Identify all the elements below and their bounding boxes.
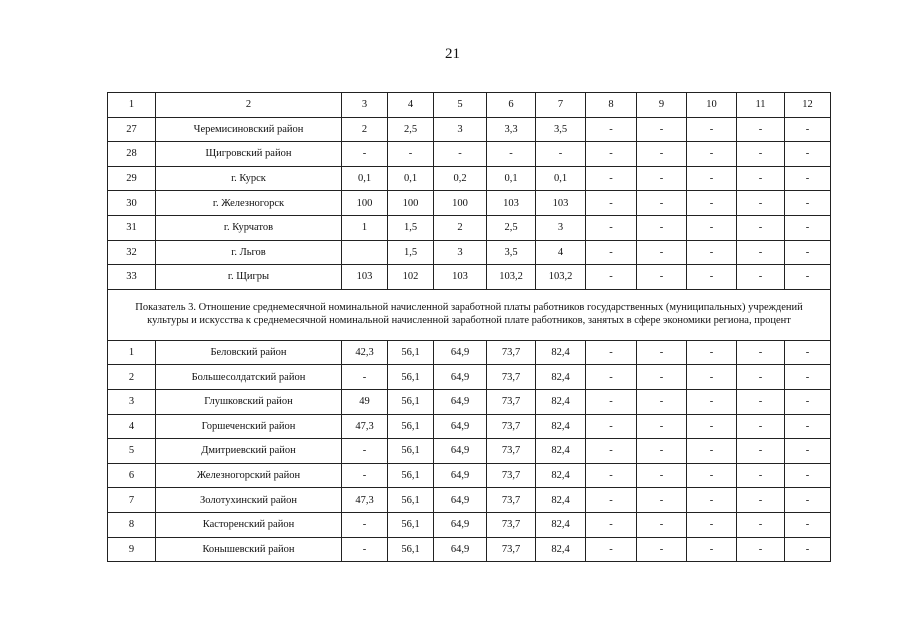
table-row: [108, 463, 831, 488]
value-cell: 10: [687, 93, 737, 118]
value-cell: 56,1: [388, 439, 434, 464]
value-cell: 2: [434, 215, 487, 240]
value-cell: -: [737, 166, 785, 191]
value-cell: 4: [388, 93, 434, 118]
value-cell: -: [785, 463, 831, 488]
value-cell: 82,4: [536, 340, 586, 365]
value-cell: -: [687, 414, 737, 439]
value-cell: -: [342, 365, 388, 390]
value-cell: -: [586, 265, 637, 290]
value-cell: -: [586, 389, 637, 414]
value-cell: 1,5: [388, 215, 434, 240]
value-cell: 3: [434, 240, 487, 265]
value-cell: -: [687, 166, 737, 191]
value-cell: 3: [536, 215, 586, 240]
value-cell: 9: [637, 93, 687, 118]
value-cell: -: [785, 389, 831, 414]
value-cell: 2: [342, 117, 388, 142]
value-cell: 3: [434, 117, 487, 142]
value-cell: -: [785, 191, 831, 216]
value-cell: 103: [536, 191, 586, 216]
value-cell: 82,4: [536, 512, 586, 537]
value-cell: -: [737, 191, 785, 216]
value-cell: 103: [434, 265, 487, 290]
territory-name-cell: 2: [156, 93, 342, 118]
territory-name-cell: Глушковский район: [156, 389, 342, 414]
row-number-cell: 6: [108, 463, 156, 488]
value-cell: 56,1: [388, 389, 434, 414]
value-cell: -: [637, 414, 687, 439]
value-cell: 11: [737, 93, 785, 118]
value-cell: 82,4: [536, 414, 586, 439]
value-cell: -: [737, 537, 785, 562]
value-cell: 8: [586, 93, 637, 118]
value-cell: -: [785, 117, 831, 142]
value-cell: 64,9: [434, 537, 487, 562]
value-cell: 64,9: [434, 512, 487, 537]
territory-name-cell: г. Курск: [156, 166, 342, 191]
value-cell: 3,5: [536, 117, 586, 142]
value-cell: -: [737, 389, 785, 414]
row-number-cell: 31: [108, 215, 156, 240]
value-cell: 100: [434, 191, 487, 216]
value-cell: -: [785, 512, 831, 537]
value-cell: 64,9: [434, 414, 487, 439]
row-number-cell: 29: [108, 166, 156, 191]
row-number-cell: 1: [108, 93, 156, 118]
value-cell: -: [737, 414, 785, 439]
value-cell: 103: [487, 191, 536, 216]
value-cell: -: [785, 414, 831, 439]
value-cell: 64,9: [434, 365, 487, 390]
value-cell: -: [785, 439, 831, 464]
value-cell: -: [388, 142, 434, 167]
value-cell: 12: [785, 93, 831, 118]
value-cell: -: [342, 537, 388, 562]
value-cell: -: [687, 142, 737, 167]
value-cell: 103,2: [536, 265, 586, 290]
value-cell: 7: [536, 93, 586, 118]
value-cell: -: [586, 414, 637, 439]
value-cell: 82,4: [536, 389, 586, 414]
value-cell: -: [687, 340, 737, 365]
value-cell: -: [586, 166, 637, 191]
table-row: [108, 215, 831, 240]
value-cell: -: [687, 488, 737, 513]
territory-name-cell: Дмитриевский район: [156, 439, 342, 464]
value-cell: 82,4: [536, 537, 586, 562]
value-cell: 5: [434, 93, 487, 118]
value-cell: -: [586, 117, 637, 142]
value-cell: 0,1: [388, 166, 434, 191]
table-body: [108, 93, 831, 562]
value-cell: -: [637, 389, 687, 414]
value-cell: -: [737, 215, 785, 240]
section-row: [108, 289, 831, 340]
value-cell: 2,5: [487, 215, 536, 240]
value-cell: 82,4: [536, 463, 586, 488]
value-cell: -: [637, 537, 687, 562]
territory-name-cell: Большесолдатский район: [156, 365, 342, 390]
territory-name-cell: Касторенский район: [156, 512, 342, 537]
value-cell: 73,7: [487, 340, 536, 365]
value-cell: -: [687, 265, 737, 290]
value-cell: -: [737, 265, 785, 290]
value-cell: 64,9: [434, 488, 487, 513]
value-cell: -: [586, 142, 637, 167]
value-cell: -: [342, 439, 388, 464]
value-cell: -: [434, 142, 487, 167]
territory-name-cell: г. Курчатов: [156, 215, 342, 240]
page-number: 21: [445, 46, 460, 62]
value-cell: 64,9: [434, 439, 487, 464]
territory-name-cell: Черемисиновский район: [156, 117, 342, 142]
value-cell: 56,1: [388, 414, 434, 439]
value-cell: 0,2: [434, 166, 487, 191]
value-cell: 3,3: [487, 117, 536, 142]
value-cell: 56,1: [388, 488, 434, 513]
row-number-cell: 5: [108, 439, 156, 464]
value-cell: -: [637, 215, 687, 240]
territory-name-cell: Горшеченский район: [156, 414, 342, 439]
value-cell: -: [586, 439, 637, 464]
value-cell: -: [785, 488, 831, 513]
value-cell: -: [586, 240, 637, 265]
value-cell: -: [737, 512, 785, 537]
row-number-cell: 3: [108, 389, 156, 414]
value-cell: -: [586, 463, 637, 488]
value-cell: 103: [342, 265, 388, 290]
value-cell: -: [785, 166, 831, 191]
table-row: [108, 166, 831, 191]
value-cell: -: [342, 512, 388, 537]
value-cell: -: [687, 537, 737, 562]
territory-name-cell: Щигровский район: [156, 142, 342, 167]
value-cell: -: [637, 340, 687, 365]
value-cell: 100: [342, 191, 388, 216]
value-cell: 47,3: [342, 414, 388, 439]
value-cell: 82,4: [536, 365, 586, 390]
value-cell: -: [637, 191, 687, 216]
value-cell: -: [487, 142, 536, 167]
value-cell: 73,7: [487, 463, 536, 488]
value-cell: 64,9: [434, 389, 487, 414]
value-cell: 73,7: [487, 512, 536, 537]
value-cell: -: [737, 365, 785, 390]
value-cell: 73,7: [487, 389, 536, 414]
territory-name-cell: Конышевский район: [156, 537, 342, 562]
value-cell: -: [785, 537, 831, 562]
value-cell: -: [785, 215, 831, 240]
row-number-cell: 9: [108, 537, 156, 562]
value-cell: 4: [536, 240, 586, 265]
value-cell: 0,1: [536, 166, 586, 191]
row-number-cell: 2: [108, 365, 156, 390]
value-cell: 47,3: [342, 488, 388, 513]
table-row: [108, 389, 831, 414]
value-cell: 64,9: [434, 463, 487, 488]
value-cell: -: [637, 463, 687, 488]
table-row: [108, 365, 831, 390]
value-cell: -: [785, 340, 831, 365]
value-cell: -: [687, 215, 737, 240]
value-cell: 56,1: [388, 512, 434, 537]
value-cell: -: [785, 365, 831, 390]
table-row: [108, 240, 831, 265]
value-cell: -: [737, 463, 785, 488]
value-cell: -: [687, 463, 737, 488]
value-cell: -: [342, 142, 388, 167]
table-row: [108, 191, 831, 216]
value-cell: -: [586, 365, 637, 390]
value-cell: 82,4: [536, 439, 586, 464]
value-cell: 82,4: [536, 488, 586, 513]
value-cell: 103,2: [487, 265, 536, 290]
territory-name-cell: г. Железногорск: [156, 191, 342, 216]
value-cell: -: [637, 488, 687, 513]
value-cell: 100: [388, 191, 434, 216]
table-row: [108, 265, 831, 290]
territory-name-cell: Железногорский район: [156, 463, 342, 488]
value-cell: 56,1: [388, 463, 434, 488]
value-cell: -: [687, 512, 737, 537]
value-cell: -: [737, 439, 785, 464]
value-cell: -: [737, 240, 785, 265]
value-cell: 1,5: [388, 240, 434, 265]
territory-name-cell: г. Щигры: [156, 265, 342, 290]
value-cell: -: [637, 240, 687, 265]
value-cell: 73,7: [487, 439, 536, 464]
value-cell: -: [737, 117, 785, 142]
value-cell: 0,1: [342, 166, 388, 191]
value-cell: 56,1: [388, 365, 434, 390]
territory-name-cell: Беловский район: [156, 340, 342, 365]
value-cell: 2,5: [388, 117, 434, 142]
row-number-cell: 28: [108, 142, 156, 167]
value-cell: -: [586, 488, 637, 513]
table-row: [108, 414, 831, 439]
value-cell: 73,7: [487, 488, 536, 513]
data-table: [107, 92, 831, 562]
table-row: [108, 117, 831, 142]
value-cell: -: [785, 240, 831, 265]
value-cell: 49: [342, 389, 388, 414]
value-cell: 42,3: [342, 340, 388, 365]
value-cell: 56,1: [388, 340, 434, 365]
value-cell: 3,5: [487, 240, 536, 265]
row-number-cell: 4: [108, 414, 156, 439]
row-number-cell: 8: [108, 512, 156, 537]
row-number-cell: 32: [108, 240, 156, 265]
row-number-cell: 33: [108, 265, 156, 290]
value-cell: -: [637, 365, 687, 390]
table-row: [108, 537, 831, 562]
value-cell: -: [785, 142, 831, 167]
header-row: [108, 93, 831, 118]
value-cell: 56,1: [388, 537, 434, 562]
value-cell: -: [637, 265, 687, 290]
value-cell: -: [536, 142, 586, 167]
table-row: [108, 512, 831, 537]
value-cell: -: [785, 265, 831, 290]
table-row: [108, 439, 831, 464]
row-number-cell: 7: [108, 488, 156, 513]
value-cell: -: [687, 191, 737, 216]
value-cell: -: [637, 512, 687, 537]
value-cell: -: [637, 142, 687, 167]
value-cell: 0,1: [487, 166, 536, 191]
row-number-cell: 1: [108, 340, 156, 365]
value-cell: [342, 240, 388, 265]
value-cell: -: [737, 488, 785, 513]
value-cell: -: [687, 240, 737, 265]
value-cell: -: [637, 439, 687, 464]
value-cell: -: [586, 215, 637, 240]
row-number-cell: 30: [108, 191, 156, 216]
territory-name-cell: г. Льгов: [156, 240, 342, 265]
value-cell: 73,7: [487, 414, 536, 439]
value-cell: -: [737, 142, 785, 167]
table-row: [108, 340, 831, 365]
value-cell: -: [586, 512, 637, 537]
value-cell: 64,9: [434, 340, 487, 365]
value-cell: 1: [342, 215, 388, 240]
value-cell: -: [737, 340, 785, 365]
value-cell: -: [637, 117, 687, 142]
table-row: [108, 488, 831, 513]
value-cell: -: [586, 191, 637, 216]
value-cell: -: [586, 340, 637, 365]
value-cell: -: [687, 365, 737, 390]
value-cell: -: [687, 389, 737, 414]
value-cell: -: [687, 117, 737, 142]
value-cell: -: [687, 439, 737, 464]
row-number-cell: 27: [108, 117, 156, 142]
value-cell: -: [637, 166, 687, 191]
value-cell: 73,7: [487, 537, 536, 562]
value-cell: 102: [388, 265, 434, 290]
table-row: [108, 142, 831, 167]
value-cell: 6: [487, 93, 536, 118]
section-title: Показатель 3. Отношение среднемесячной номинальной начисленной заработной платы работников государственных (муниципальных) учреждений культуры и искусства к среднемесячной номинальной начисленной заработной плате работников, занятых в сфере экономики региона, процент: [108, 289, 831, 340]
value-cell: 73,7: [487, 365, 536, 390]
value-cell: -: [342, 463, 388, 488]
value-cell: -: [586, 537, 637, 562]
territory-name-cell: Золотухинский район: [156, 488, 342, 513]
value-cell: 3: [342, 93, 388, 118]
